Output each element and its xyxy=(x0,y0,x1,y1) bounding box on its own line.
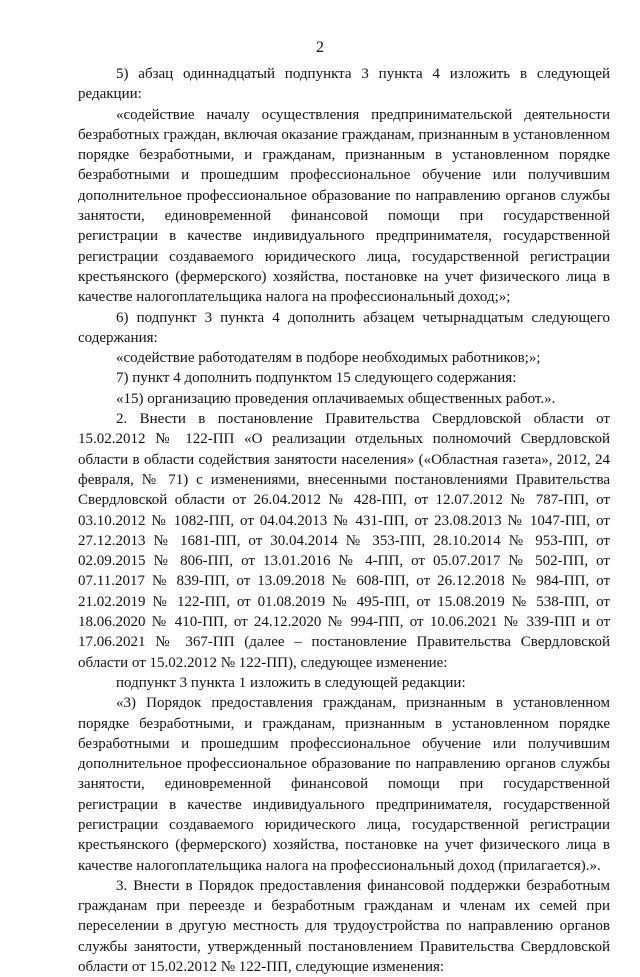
paragraph: «содействие работодателям в подборе необходимых работников;»; xyxy=(116,350,541,367)
paragraph: 2. Внести в постановление Правительства Свердловской области от 15.02.2012 № 122-ПП «О реализации отдельных полномочий Свердловской области в области содействия занятости населения» («Областная газета», 2012, 24 февраля, № 71) с изменениями, внесенными постановлениями Правительства Свердловской области от 26.04.2012 № 428-ПП, от 12.07.2012 № 787-ПП, от 03.10.2012 № 1082-ПП, от 04.04.2013 № 431-ПП, от 23.08.2013 № 1047-ПП, от 27.12.2013 № 1681-ПП, от 30.04.2014 № 353-ПП, 28.10.2014 № 953-ПП, от 02.09.2015 № 806-ПП, от 13.01.2016 № 4-ПП, от 05.07.2017 № 502-ПП, от 07.11.2017 № 839-ПП, от 13.09.2018 № 608-ПП, от 26.12.2018 № 984-ПП, от 21.02.2019 № 122-ПП, от 01.08.2019 № 495-ПП, от 15.08.2019 № 538-ПП, от 18.06.2020 № 410-ПП, от 24.12.2020 № 994-ПП, от 10.06.2021 № 339-ПП и от 17.06.2021 № 367-ПП (далее – постановление Правительства Свердловской области от 15.02.2012 № 122-ПП), следующее изменение: xyxy=(78,411,610,671)
paragraph: 3. Внести в Порядок предоставления финансовой поддержки безработным гражданам при переезде и безработным гражданам и членам их семей при переселении в другую местность для трудоустройства по направлению органов службы занятости, утвержденный постановлением Правительства Свердловской области от 15.02.2012 № 122-ПП, следующие изменения: xyxy=(78,877,610,976)
document-body xyxy=(78,64,610,977)
page-number: 2 xyxy=(316,39,324,56)
paragraph: «3) Порядок предоставления гражданам, признанным в установленном порядке безработными, и гражданам, признанным в установленном порядке безработными и прошедшим профессиональное обучение или получившим дополнительное профессиональное образование по направлению органов службы занятости, единовременной финансовой помощи при государственной регистрации в качестве индивидуального предпринимателя, государственной регистрации создаваемого юридического лица, государственной регистрации крестьянского (фермерского) хозяйства, постановке на учет физического лица в качестве налогоплательщика налога на профессиональный доход (прилагается).». xyxy=(78,695,610,874)
paragraph: подпункт 3 пункта 1 изложить в следующей редакции: xyxy=(116,674,466,691)
paragraph: 5) абзац одиннадцатый подпункта 3 пункта 4 изложить в следующей редакции: xyxy=(78,66,610,103)
paragraph: 6) подпункт 3 пункта 4 дополнить абзацем четырнадцатым следующего содержания: xyxy=(78,309,610,346)
paragraph: «15) организацию проведения оплачиваемых общественных работ.». xyxy=(116,390,556,407)
paragraph: 7) пункт 4 дополнить подпунктом 15 следующего содержания: xyxy=(116,370,517,387)
paragraph: «содействие началу осуществления предпринимательской деятельности безработных граждан, включая оказание гражданам, признанным в установленном порядке безработными, и гражданам, признанным в установленном порядке безработными и прошедшим профессиональное обучение или получившим дополнительное профессиональное образование по направлению органов службы занятости, единовременной финансовой помощи при государственной регистрации в качестве индивидуального предпринимателя, государственной регистрации создаваемого юридического лица, государственной регистрации крестьянского (фермерского) хозяйства, постановке на учет физического лица в качестве налогоплательщика налога на профессиональный доход;»; xyxy=(78,106,610,306)
